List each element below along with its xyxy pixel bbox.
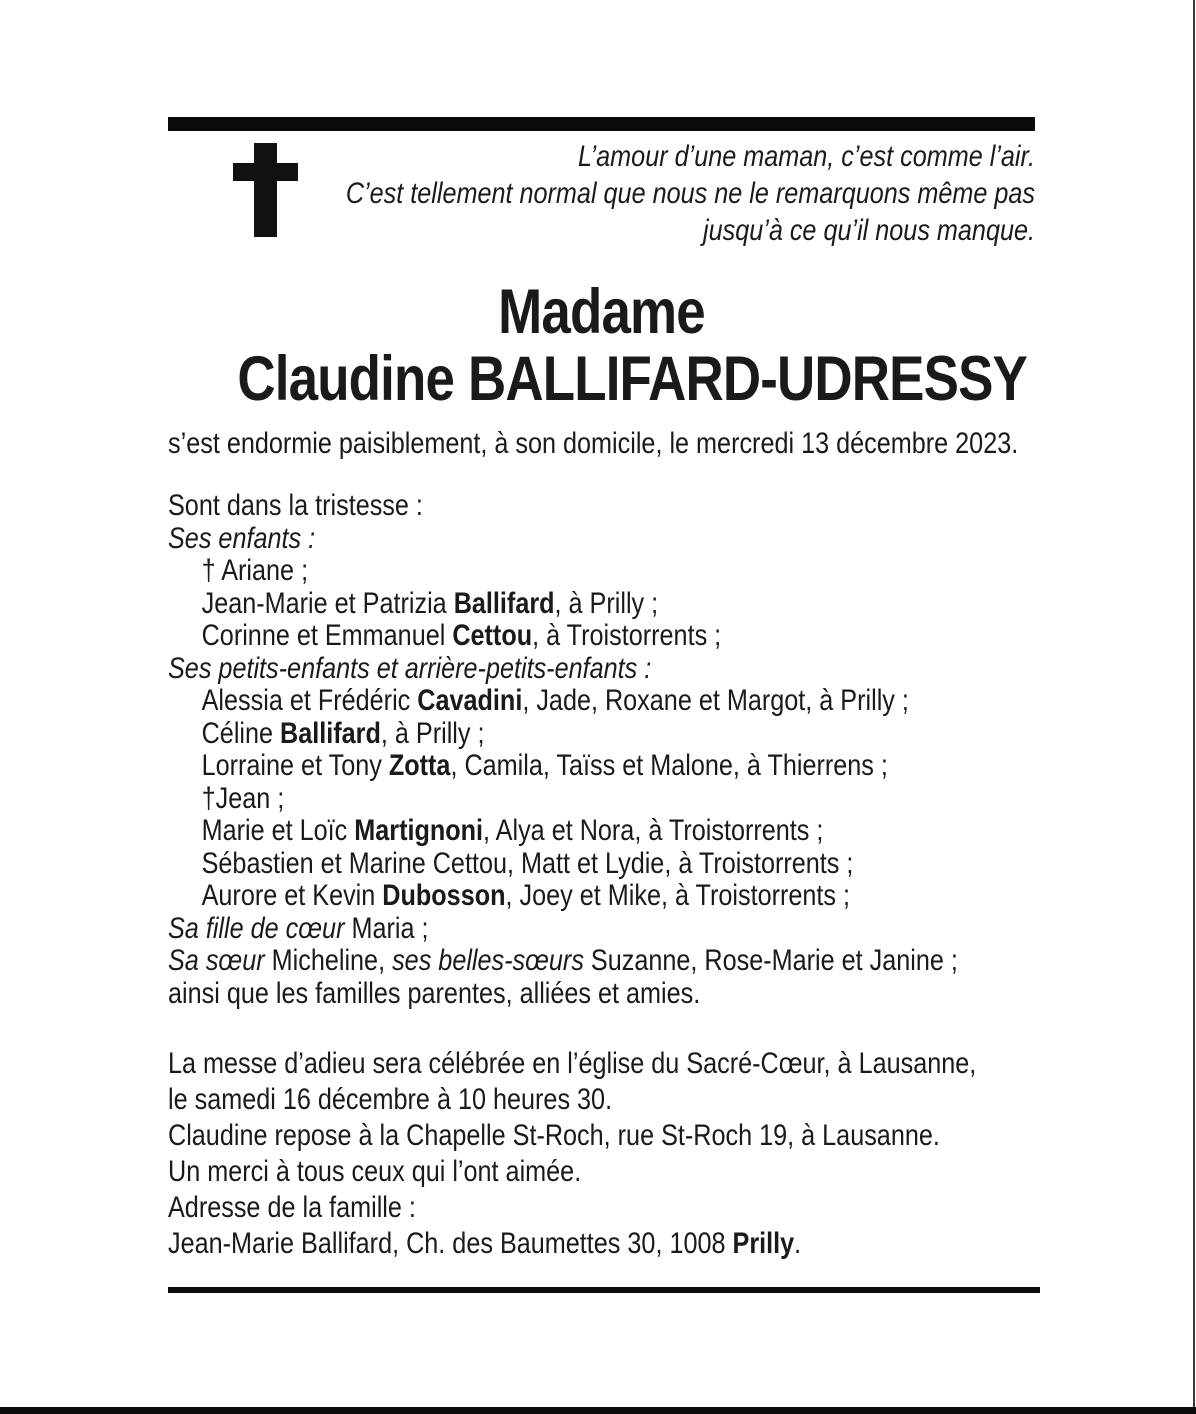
scan-right-edge-line: [1193, 0, 1195, 1414]
ceremony-line: [168, 1118, 940, 1154]
ceremony-line: [168, 1226, 896, 1262]
deceased-title: [237, 277, 1027, 414]
text-segment: La messe d’adieu sera célébrée en l’église du Sacré-Cœur, à Lausanne,: [168, 1047, 977, 1080]
text-segment: Jean-Marie et Patrizia: [201, 586, 454, 620]
family-line: [168, 620, 896, 653]
text-segment: Lorraine et Tony: [201, 749, 389, 782]
deceased-name: Claudine BALLIFARD-UDRESSY: [237, 344, 1027, 414]
text-segment: Ses petits-enfants et arrière-petits-enfants :: [168, 651, 652, 685]
text-segment: Micheline,: [264, 944, 393, 977]
family-line: [168, 978, 896, 1011]
obituary-content: [168, 0, 1035, 1293]
family-line: [168, 718, 896, 751]
epigraph-line-1: L’amour d’une maman, c’est comme l’air.: [577, 140, 1035, 173]
text-segment: .: [794, 1227, 802, 1260]
text-segment: Cettou: [452, 619, 533, 652]
text-segment: Céline: [201, 716, 281, 750]
text-segment: Jean-Marie Ballifard, Ch. des Baumettes 30, 1008: [168, 1227, 733, 1260]
family-line: [168, 523, 896, 556]
family-line: [168, 880, 896, 913]
text-segment: Sa sœur: [168, 944, 265, 977]
text-segment: , à Prilly ;: [380, 716, 485, 750]
text-segment: Un merci à tous ceux qui l’ont aimée.: [168, 1155, 582, 1188]
text-segment: Sébastien et Marine Cettou, Matt et Lydie, à Troistorrents ;: [201, 846, 854, 880]
text-segment: Ballifard: [453, 586, 555, 620]
text-segment: †Jean ;: [201, 781, 285, 815]
text-segment: Marie et Loïc: [201, 814, 355, 847]
header-row: [168, 131, 1035, 251]
text-segment: Maria ;: [344, 911, 429, 945]
text-segment: Adresse de la famille :: [168, 1191, 416, 1224]
text-segment: , à Prilly ;: [554, 586, 659, 620]
family-line: [168, 555, 896, 588]
family-line: [168, 913, 896, 946]
family-line: [168, 783, 896, 816]
text-segment: Cavadini: [417, 684, 523, 717]
epigraph: [307, 131, 1035, 249]
scan-bottom-edge-bar: [0, 1407, 1196, 1414]
text-segment: Sa fille de cœur: [168, 911, 345, 945]
text-segment: Aurore et Kevin: [201, 879, 383, 912]
bottom-divider-rule: [168, 1287, 1040, 1293]
family-line: [168, 815, 896, 848]
death-announcement-line: s’est endormie paisiblement, à son domicile, le mercredi 13 décembre 2023.: [168, 427, 1019, 460]
text-segment: Sont dans la tristesse :: [168, 489, 423, 522]
text-segment: † Ariane ;: [201, 554, 309, 587]
text-segment: Alessia et Frédéric: [201, 684, 418, 717]
text-segment: le samedi 16 décembre à 10 heures 30.: [168, 1083, 613, 1116]
text-segment: Martignoni: [354, 814, 484, 847]
text-segment: ainsi que les familles parentes, alliées et amies.: [168, 976, 701, 1010]
text-segment: Corinne et Emmanuel: [201, 619, 453, 652]
text-segment: Ses enfants :: [168, 521, 316, 555]
text-segment: , Joey et Mike, à Troistorrents ;: [505, 879, 851, 912]
ceremony-line: [168, 1190, 896, 1226]
text-segment: Suzanne, Rose-Marie et Janine ;: [583, 944, 958, 977]
epigraph-line-2: C’est tellement normal que nous ne le remarquons même pas: [345, 177, 1035, 210]
text-segment: ses belles-sœurs: [392, 944, 584, 977]
epigraph-line-3: jusqu’à ce qu’il nous manque.: [702, 214, 1035, 247]
family-line: [168, 684, 909, 718]
family-line: [168, 848, 896, 881]
family-line: [168, 944, 958, 978]
ceremony-details: [168, 1046, 977, 1262]
ceremony-line: [168, 1046, 977, 1082]
text-segment: Dubosson: [382, 879, 506, 912]
top-divider-bar: [168, 117, 1035, 131]
ceremony-line: [168, 1082, 896, 1118]
text-segment: Prilly: [732, 1227, 795, 1260]
text-segment: , Alya et Nora, à Troistorrents ;: [483, 814, 824, 847]
text-segment: , Camila, Taïss et Malone, à Thierrens ;: [450, 749, 888, 782]
text-segment: Ballifard: [280, 716, 381, 750]
text-segment: Claudine repose à la Chapelle St-Roch, rue St-Roch 19, à Lausanne.: [168, 1119, 940, 1152]
family-line: [168, 653, 896, 686]
cross-icon: [233, 143, 298, 237]
family-line: [168, 750, 896, 783]
family-list: [168, 489, 958, 1010]
ceremony-line: [168, 1154, 896, 1190]
family-line: [168, 490, 896, 523]
family-line: [168, 588, 896, 621]
text-segment: , Jade, Roxane et Margot, à Prilly ;: [522, 684, 909, 717]
text-segment: Zotta: [388, 749, 451, 782]
text-segment: , à Troistorrents ;: [532, 619, 722, 652]
deceased-salutation: Madame: [498, 277, 705, 347]
